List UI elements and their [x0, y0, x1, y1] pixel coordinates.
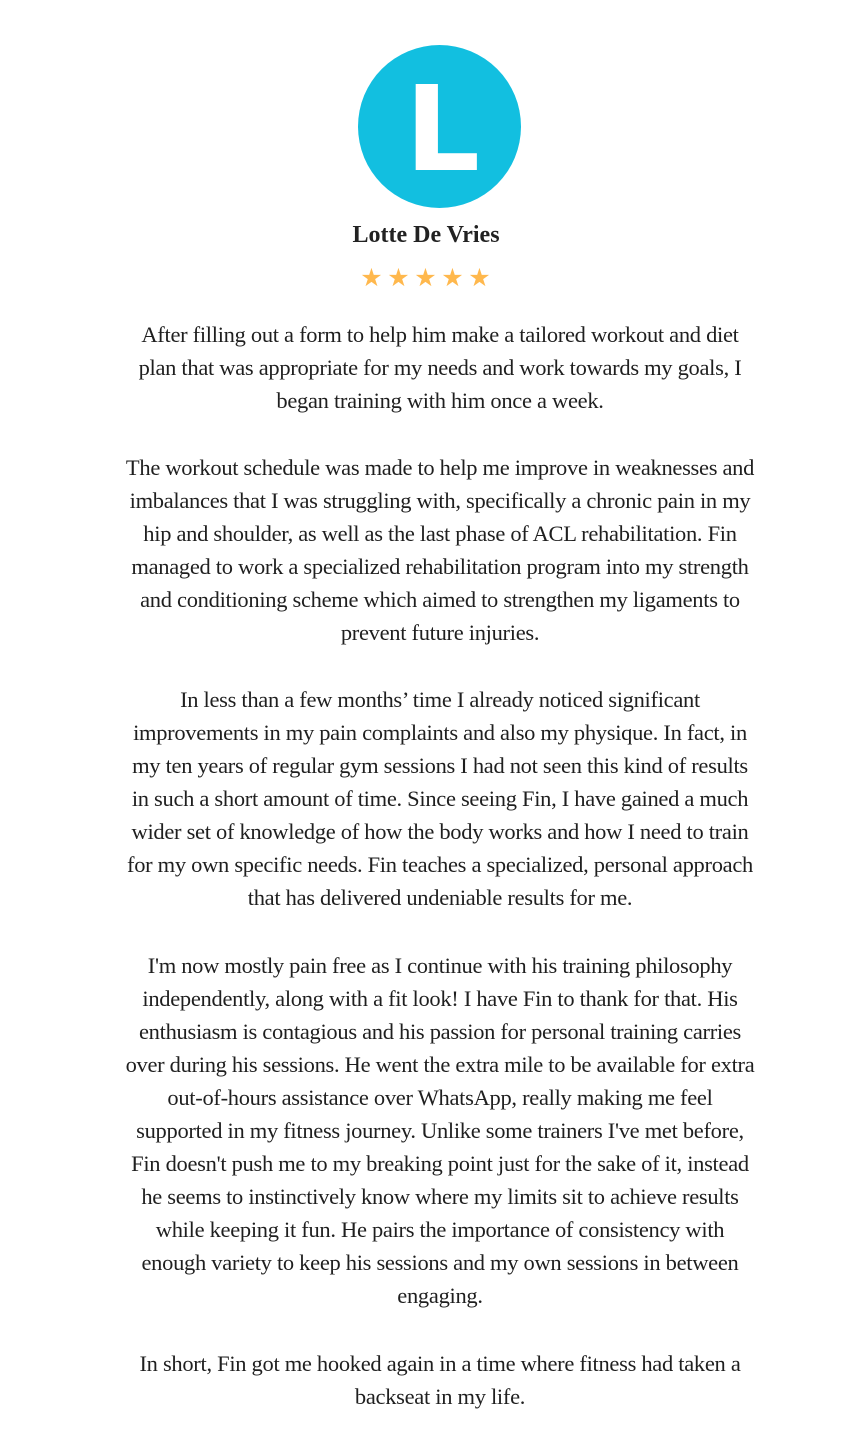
- review-line: plan that was appropriate for my needs and work towards my goals, I: [138, 355, 742, 380]
- review-line: over during his sessions. He went the extra mile to be available for extra: [125, 1052, 755, 1077]
- review-line: improvements in my pain complaints and also my physique. In fact, in: [133, 720, 747, 745]
- review-line: enthusiasm is contagious and his passion for personal training carries: [139, 1019, 741, 1044]
- review-paragraph-5: [40, 1347, 840, 1413]
- review-line: my ten years of regular gym sessions I had not seen this kind of results: [132, 753, 748, 778]
- review-line: I'm now mostly pain free as I continue with his training philosophy: [147, 953, 733, 978]
- review-line: began training with him once a week.: [276, 388, 604, 413]
- review-line: imbalances that I was struggling with, specifically a chronic pain in my: [129, 488, 751, 513]
- review-line: backseat in my life.: [354, 1384, 526, 1409]
- review-line: hip and shoulder, as well as the last phase of ACL rehabilitation. Fin: [143, 521, 737, 546]
- review-line: managed to work a specialized rehabilitation program into my strength: [131, 554, 749, 579]
- avatar-letter: L: [404, 59, 481, 198]
- review-line: The workout schedule was made to help me improve in weaknesses and: [125, 455, 755, 480]
- review-line: independently, along with a fit look! I have Fin to thank for that. His: [142, 986, 738, 1011]
- review-paragraph-2: [40, 451, 840, 649]
- review-paragraph-4: [40, 949, 840, 1312]
- star-icon: ★: [360, 265, 384, 292]
- review-paragraph-3: [40, 683, 840, 914]
- review-line: he seems to instinctively know where my limits sit to achieve results: [141, 1184, 739, 1209]
- review-line: engaging.: [397, 1283, 483, 1308]
- review-line: After filling out a form to help him make a tailored workout and diet: [141, 322, 739, 347]
- review-line: Fin doesn't push me to my breaking point just for the sake of it, instead: [131, 1151, 749, 1176]
- review-line: prevent future injuries.: [340, 620, 540, 645]
- review-line: enough variety to keep his sessions and my own sessions in between: [141, 1250, 739, 1275]
- star-icon: ★: [441, 265, 465, 292]
- review-line: In short, Fin got me hooked again in a time where fitness had taken a: [139, 1351, 741, 1376]
- reviewer-name: Lotte De Vries: [352, 222, 500, 248]
- review-line: for my own specific needs. Fin teaches a specialized, personal approach: [127, 852, 753, 877]
- star-icon: ★: [414, 265, 438, 292]
- review-line: that has delivered undeniable results for me.: [247, 885, 633, 910]
- review-line: and conditioning scheme which aimed to strengthen my ligaments to: [140, 587, 740, 612]
- review-line: out-of-hours assistance over WhatsApp, really making me feel: [167, 1085, 713, 1110]
- star-rating: [0, 264, 852, 294]
- star-icon: ★: [468, 265, 492, 292]
- review-line: supported in my fitness journey. Unlike some trainers I've met before,: [136, 1118, 744, 1143]
- review-paragraph-1: [40, 318, 840, 417]
- review-line: wider set of knowledge of how the body works and how I need to train: [131, 819, 749, 844]
- star-icon: ★: [387, 265, 411, 292]
- avatar: [358, 45, 521, 208]
- review-line: in such a short amount of time. Since seeing Fin, I have gained a much: [131, 786, 749, 811]
- review-line: In less than a few months’ time I already noticed significant: [180, 687, 700, 712]
- review-line: while keeping it fun. He pairs the importance of consistency with: [155, 1217, 725, 1242]
